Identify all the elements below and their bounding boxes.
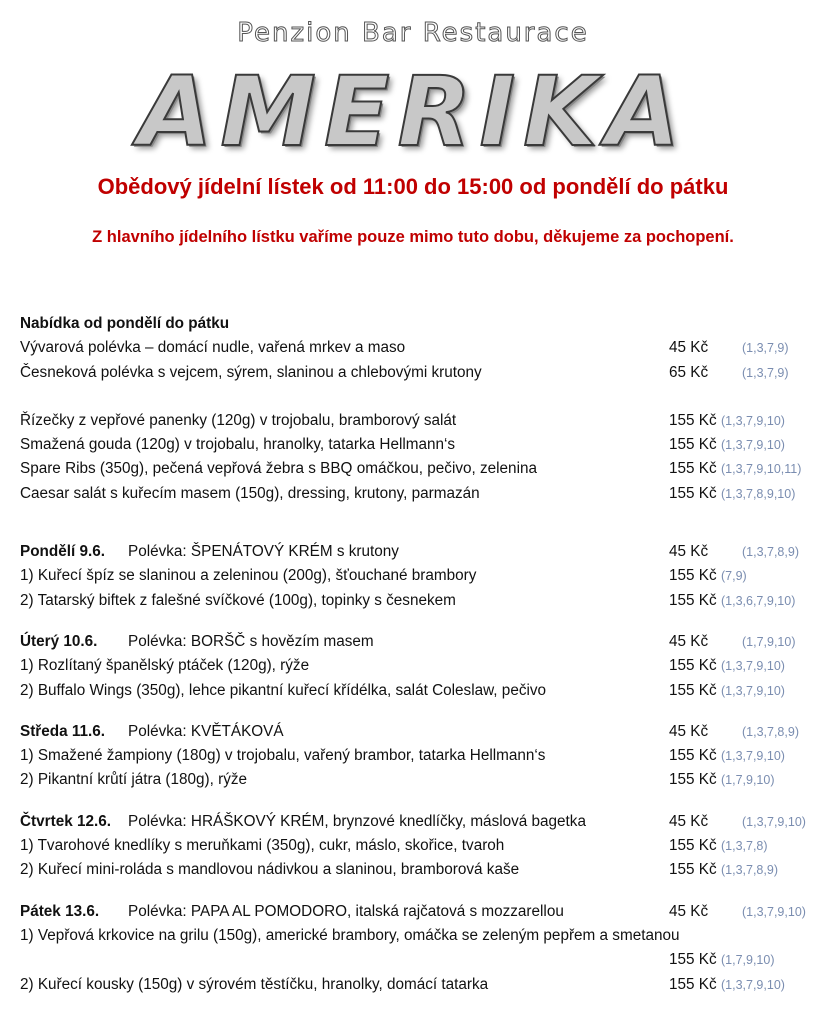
day-soup-row bbox=[20, 720, 820, 744]
item-name: 2) Pikantní krůtí játra (180g), rýže bbox=[20, 771, 247, 789]
menu-item bbox=[20, 457, 820, 481]
item-price: 155 Kč bbox=[669, 567, 717, 585]
menu-item bbox=[20, 654, 820, 678]
menu-item bbox=[20, 973, 820, 997]
item-name: 2) Buffalo Wings (350g), lehce pikantní kuřecí křídélka, salát Coleslaw, pečivo bbox=[20, 681, 547, 699]
item-allergens: (1,3,7,9,10) bbox=[721, 683, 785, 698]
item-price: 155 Kč bbox=[669, 951, 717, 969]
item-price: 45 Kč bbox=[669, 632, 709, 650]
menu-item bbox=[20, 924, 820, 948]
item-name: 2) Tatarský biftek z falešné svíčkové (100g), topinky s česnekem bbox=[20, 591, 456, 609]
menu-item bbox=[20, 679, 820, 703]
item-allergens: (1,3,7,8,9,10) bbox=[721, 486, 796, 501]
item-name: Caesar salát s kuřecím masem (150g), dressing, krutony, parmazán bbox=[20, 484, 480, 502]
item-price: 65 Kč bbox=[669, 363, 709, 381]
item-allergens: (1,3,7,8,9) bbox=[742, 724, 799, 739]
item-price: 45 Kč bbox=[669, 339, 709, 357]
item-name: Česneková polévka s vejcem, sýrem, slaninou a chlebovými krutony bbox=[20, 363, 482, 381]
day-soup-row bbox=[20, 630, 820, 654]
menu-item bbox=[20, 564, 820, 588]
item-allergens: (1,3,7,9) bbox=[742, 365, 789, 380]
item-price: 155 Kč bbox=[669, 861, 717, 879]
item-allergens: (1,3,7,9,10) bbox=[742, 904, 806, 919]
item-price: 155 Kč bbox=[669, 975, 717, 993]
item-price: 155 Kč bbox=[669, 411, 717, 429]
item-allergens: (1,7,9,10) bbox=[721, 773, 775, 788]
item-price: 155 Kč bbox=[669, 484, 717, 502]
item-price: 155 Kč bbox=[669, 747, 717, 765]
lunch-menu bbox=[20, 312, 820, 997]
menu-item bbox=[20, 589, 820, 613]
menu-item bbox=[20, 433, 820, 457]
menu-item-price-line bbox=[20, 948, 820, 972]
day-label: Pondělí 9.6. bbox=[20, 543, 106, 561]
item-price: 45 Kč bbox=[669, 902, 709, 920]
item-allergens: (1,3,7,9) bbox=[742, 341, 789, 356]
item-price: 45 Kč bbox=[669, 812, 709, 830]
day-soup: Polévka: BORŠČ s hovězím masem bbox=[128, 632, 374, 650]
item-price: 155 Kč bbox=[669, 460, 717, 478]
menu-item bbox=[20, 744, 820, 768]
day-soup: Polévka: PAPA AL POMODORO, italská rajčatová s mozzarellou bbox=[128, 902, 564, 920]
menu-item bbox=[20, 409, 820, 433]
item-name: 1) Vepřová krkovice na grilu (150g), americké brambory, omáčka se zeleným pepřem a smetanou bbox=[20, 926, 680, 944]
day-label: Středa 11.6. bbox=[20, 722, 106, 740]
item-price: 155 Kč bbox=[669, 436, 717, 454]
standard-offer-title: Nabídka od pondělí do pátku bbox=[20, 315, 230, 332]
item-allergens: (1,3,6,7,9,10) bbox=[721, 593, 796, 608]
day-soup-row bbox=[20, 540, 820, 564]
item-allergens: (1,3,7,9,10) bbox=[721, 749, 785, 764]
menu-item bbox=[20, 858, 820, 882]
day-soup: Polévka: ŠPENÁTOVÝ KRÉM s krutony bbox=[128, 543, 399, 561]
item-name: 2) Kuřecí kousky (150g) v sýrovém těstíčku, hranolky, domácí tatarka bbox=[20, 975, 489, 993]
item-allergens: (1,3,7,8,9) bbox=[721, 863, 778, 878]
item-price: 155 Kč bbox=[669, 681, 717, 699]
restaurant-subtitle: Penzion Bar Restaurace bbox=[237, 18, 589, 48]
item-name: Smažená gouda (120g) v trojobalu, hranolky, tatarka Hellmann‘s bbox=[20, 436, 456, 454]
item-price: 45 Kč bbox=[669, 722, 709, 740]
item-allergens: (1,3,7,9,10) bbox=[742, 814, 806, 829]
item-price: 45 Kč bbox=[669, 543, 709, 561]
section-title bbox=[20, 312, 820, 336]
item-allergens: (1,7,9,10) bbox=[721, 953, 775, 968]
day-label: Úterý 10.6. bbox=[20, 632, 98, 650]
item-name: Řízečky z vepřové panenky (120g) v trojobalu, bramborový salát bbox=[20, 411, 457, 429]
menu-item bbox=[20, 834, 820, 858]
item-allergens: (1,7,9,10) bbox=[742, 634, 796, 649]
item-price: 155 Kč bbox=[669, 837, 717, 855]
day-label: Pátek 13.6. bbox=[20, 902, 100, 920]
item-name: Spare Ribs (350g), pečená vepřová žebra s BBQ omáčkou, pečivo, zelenina bbox=[20, 460, 537, 478]
item-name: 1) Tvarohové knedlíky s meruňkami (350g), cukr, máslo, skořice, tvaroh bbox=[20, 837, 505, 855]
item-allergens: (1,3,7,9,10) bbox=[721, 413, 785, 428]
menu-item bbox=[20, 361, 820, 385]
menu-notice: Z hlavního jídelního lístku vaříme pouze mimo tuto dobu, děkujeme za pochopení. bbox=[92, 228, 734, 246]
day-soup-row bbox=[20, 900, 820, 924]
item-price: 155 Kč bbox=[669, 771, 717, 789]
item-name: 1) Kuřecí špíz se slaninou a zeleninou (200g), šťouchané brambory bbox=[20, 567, 477, 585]
item-allergens: (1,3,7,8) bbox=[721, 839, 768, 854]
item-name: 2) Kuřecí mini-roláda s mandlovou nádivkou a slaninou, bramborová kaše bbox=[20, 861, 520, 879]
item-name: Vývarová polévka – domácí nudle, vařená mrkev a maso bbox=[20, 339, 406, 357]
item-allergens: (1,3,7,9,10) bbox=[721, 659, 785, 674]
item-name: 1) Rozlítaný španělský ptáček (120g), rýže bbox=[20, 657, 310, 675]
menu-item bbox=[20, 482, 820, 506]
item-allergens: (1,3,7,8,9) bbox=[742, 545, 799, 560]
item-allergens: (1,3,7,9,10) bbox=[721, 977, 785, 992]
restaurant-logo: AMERIKA bbox=[138, 56, 688, 168]
day-soup-row bbox=[20, 810, 820, 834]
day-soup: Polévka: HRÁŠKOVÝ KRÉM, brynzové knedlíčky, máslová bagetka bbox=[128, 812, 586, 830]
day-label: Čtvrtek 12.6. bbox=[20, 812, 111, 830]
item-allergens: (7,9) bbox=[721, 569, 747, 584]
menu-item bbox=[20, 768, 820, 792]
item-allergens: (1,3,7,9,10,11) bbox=[721, 462, 802, 477]
day-soup: Polévka: KVĚTÁKOVÁ bbox=[128, 722, 284, 740]
menu-headline: Obědový jídelní lístek od 11:00 do 15:00 od pondělí do pátku bbox=[97, 174, 729, 199]
item-allergens: (1,3,7,9,10) bbox=[721, 438, 785, 453]
item-name: 1) Smažené žampiony (180g) v trojobalu, vařený brambor, tatarka Hellmann‘s bbox=[20, 747, 546, 765]
item-price: 155 Kč bbox=[669, 591, 717, 609]
menu-item bbox=[20, 336, 820, 360]
item-price: 155 Kč bbox=[669, 657, 717, 675]
